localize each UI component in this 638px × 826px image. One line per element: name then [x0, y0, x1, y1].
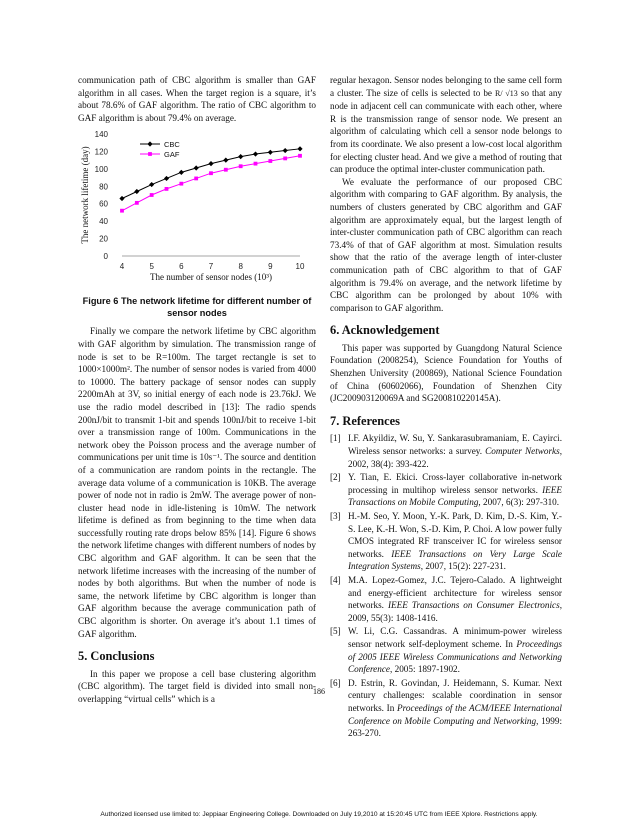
- data-point-gaf: [179, 182, 183, 186]
- data-point-gaf: [268, 159, 272, 163]
- data-point-cbc: [238, 154, 243, 159]
- page-number: 186: [313, 687, 325, 696]
- acknowledgement-paragraph: This paper was supported by Guangdong Natural Science Foundation (2008254), Science Foundation for Youths of Shenzhen University (200869), National Science Foundation of China (60602066), Foundation of Shenzhen City (JC200903120069A and SG200810220145A).: [330, 342, 562, 404]
- data-point-cbc: [297, 147, 302, 152]
- data-point-cbc: [149, 182, 154, 187]
- data-point-cbc: [208, 161, 213, 166]
- data-point-gaf: [254, 162, 258, 166]
- left-column: [78, 74, 316, 706]
- evaluation-paragraph: We evaluate the performance of our proposed CBC algorithm with comparing to GAF algorithm. By analysis, the numbers of clusters generated by CBC algorithm and GAF algorithm are approximately equal, but the largest length of inter-cluster communication path of CBC algorithm can reach 73.4% of that of GAF algorithm at most. Simulation results show that the ratio of the average length of inter-cluster communication path of CBC algorithm to that of GAF algorithm is 79.4% on average, and the network lifetime by CBC algorithm can be prolonged by about 10% with comparison to GAF algorithm.: [330, 176, 562, 313]
- data-point-gaf: [194, 177, 198, 181]
- data-point-cbc: [179, 170, 184, 175]
- x-axis-label: The number of sensor nodes (10³): [150, 272, 272, 283]
- reference-number: [6]: [330, 677, 341, 688]
- simulation-paragraph: Finally we compare the network lifetime by CBC algorithm with GAF algorithm by simulation. The transmission range of node is set to be R=100m. The target rectangle is set to 1000×1000m². The number of sensor nodes is varied from 4000 to 10000. The battery package of sensor nodes can supply 2200mAh at 3V, so initial energy of each node is 23.76kJ. We use the radio model described in [13]: The radio spends 200nJ/bit to transmit 1-bit and spends 100nJ/bit to receive 1-bit over a transmission range of 100m. Communications in the network obey the Poisson process and the average number of communications per unit time is 10s⁻¹. The source and dentition of a communication are random points in the rectangle. The average data volume of a communication is 10KB. The average power of node not in radio is 2mW. The average power of non-cluster head node in idle-listening is 10mW. The network lifetime is defined as from beginning to the time when data successfully routing rate drops below 85% [14]. Figure 6 shows the network lifetime changes with different numbers of nodes by CBC algorithm and GAF algorithm. It can be seen that the network lifetime increases with the increasing of the number of nodes by both algorithms. But when the number of node is same, the network lifetime by CBC algorithm is longer than GAF algorithm because the average communication path of CBC algorithm is shorter. On average it’s about 1.1 times of GAF algorithm.: [78, 326, 316, 639]
- data-point-cbc: [134, 189, 139, 194]
- x-tick-label: 4: [119, 262, 125, 272]
- reference-item: [330, 574, 562, 624]
- y-tick-label: 80: [99, 182, 108, 192]
- data-point-gaf: [120, 209, 124, 213]
- data-point-cbc: [268, 150, 273, 155]
- reference-number: [1]: [330, 433, 341, 444]
- x-tick-label: 10: [295, 262, 305, 272]
- data-point-gaf: [239, 165, 243, 169]
- reference-number: [4]: [330, 574, 341, 585]
- references-heading: 7. References: [330, 413, 400, 428]
- reference-item: [330, 510, 562, 573]
- reference-text: D. Estrin, R. Govindan, J. Heidemann, S. Kumar. Next century challenges: scalable coordination in sensor networks. In Proceedings of the ACM/IEEE International Conference on Mobile Computing and Networking, 1999: 263-270.: [348, 677, 562, 739]
- data-point-cbc: [119, 196, 124, 201]
- y-tick-label: 120: [94, 147, 108, 157]
- data-point-gaf: [165, 187, 169, 191]
- reference-item: [330, 625, 562, 675]
- sqrt-expression: R/ √13: [495, 88, 518, 98]
- conclusions-paragraph: In this paper we propose a cell base clustering algorithm (CBC algorithm). The target field is divided into small non-overlapping “virtual cells” which is a: [78, 668, 316, 704]
- right-column: [330, 74, 562, 741]
- reference-number: [3]: [330, 511, 341, 521]
- data-point-cbc: [164, 176, 169, 181]
- cell-paragraph-part2: so that any node in adjacent cell can communicate with each other, where R is the transmission range of sensor node. We present an algorithm of calculating which cell a sensor node belongs to from its coordinate. We also present a low-cost local algorithm for electing cluster head. And we give a method of routing that can produce the optimal inter-cluster communication path.: [330, 87, 563, 175]
- data-point-gaf: [283, 157, 287, 161]
- figure-caption: Figure 6 The network lifetime for different number of sensor nodes: [82, 296, 312, 318]
- reference-item: [330, 471, 562, 509]
- x-tick-label: 6: [179, 262, 184, 272]
- data-point-cbc: [253, 152, 258, 157]
- y-tick-label: 40: [99, 217, 108, 227]
- reference-text: M.A. Lopez-Gomez, J.C. Tejero-Calado. A lightweight and energy-efficient architecture for wireless sensor networks. IEEE Transactions on Consumer Electronics, 2009, 55(3): 1408-1416.: [348, 574, 563, 623]
- acknowledgement-heading: 6. Acknowledgement: [330, 323, 440, 338]
- conclusions-heading: 5. Conclusions: [78, 649, 155, 664]
- reference-text: I.F. Akyildiz, W. Su, Y. Sankarasubramaniam, E. Cayirci. Wireless sensor networks: a survey. Computer Networks, 2002, 38(4): 393-422.: [348, 433, 562, 469]
- y-tick-label: 60: [99, 200, 108, 210]
- legend-label-gaf: GAF: [164, 150, 180, 160]
- reference-item: [330, 432, 562, 470]
- reference-text: W. Li, C.G. Cassandras. A minimum-power wireless sensor network self-deployment scheme. In Proceedings of 2005 IEEE Wireless Communications and Networking Conference, 2005: 1897-1902.: [348, 626, 562, 675]
- data-point-gaf: [135, 201, 139, 205]
- data-point-gaf: [150, 193, 154, 197]
- data-point-cbc: [283, 148, 288, 153]
- reference-text: H.-M. Seo, Y. Moon, Y.-K. Park, D. Kim, D.-S. Kim, Y.-S. Lee, K.-H. Won, S.-D. Kim, P. Choi. A low power fully CMOS integrated RF transceiver IC for wireless sensor networks. IEEE Transactions on Very Large Scale Integration Systems, 2007, 15(2): 227-231.: [348, 511, 562, 572]
- data-point-cbc: [223, 158, 228, 163]
- data-point-gaf: [209, 172, 213, 176]
- y-tick-label: 20: [99, 234, 108, 244]
- y-axis-label: The network lifetime (day): [80, 146, 90, 244]
- reference-number: [2]: [330, 472, 341, 483]
- data-point-gaf: [224, 168, 228, 172]
- y-tick-label: 100: [94, 165, 108, 175]
- cell-paragraph: [330, 74, 562, 176]
- intro-paragraph: communication path of CBC algorithm is smaller than GAF algorithm in all cases. When the target region is a square, it’s about 78.6% of GAF algorithm. The ratio of CBC algorithm to GAF algorithm is about 79.4% on average.: [78, 75, 316, 123]
- x-tick-label: 8: [238, 262, 243, 272]
- legend-marker-cbc: [147, 142, 152, 147]
- x-tick-label: 9: [268, 262, 273, 272]
- legend-marker-gaf: [148, 152, 152, 156]
- reference-number: [5]: [330, 626, 341, 637]
- data-point-gaf: [298, 154, 302, 158]
- lifetime-chart: [78, 124, 316, 294]
- data-point-cbc: [194, 166, 199, 171]
- legend-label-cbc: CBC: [164, 140, 180, 150]
- y-tick-label: 0: [103, 252, 108, 262]
- x-tick-label: 7: [208, 262, 214, 272]
- y-tick-label: 140: [94, 130, 108, 140]
- reference-text: Y. Tian, E. Ekici. Cross-layer collaborative in-network processing in multihop wireless sensor networks. IEEE Transactions on Mobile Computing, 2007, 6(3): 297-310.: [348, 472, 562, 508]
- x-tick-label: 5: [149, 262, 154, 272]
- license-footer: Authorized licensed use limited to: Jeppiaar Engineering College. Downloaded on July 19,2010 at 15:20:45 UTC from IEEE Xplore. Restrictions apply.: [100, 811, 538, 818]
- cell-paragraph-part1: regular hexagon. Sensor nodes belonging to the same cell form a cluster. The size of cells is selected to be: [330, 75, 562, 98]
